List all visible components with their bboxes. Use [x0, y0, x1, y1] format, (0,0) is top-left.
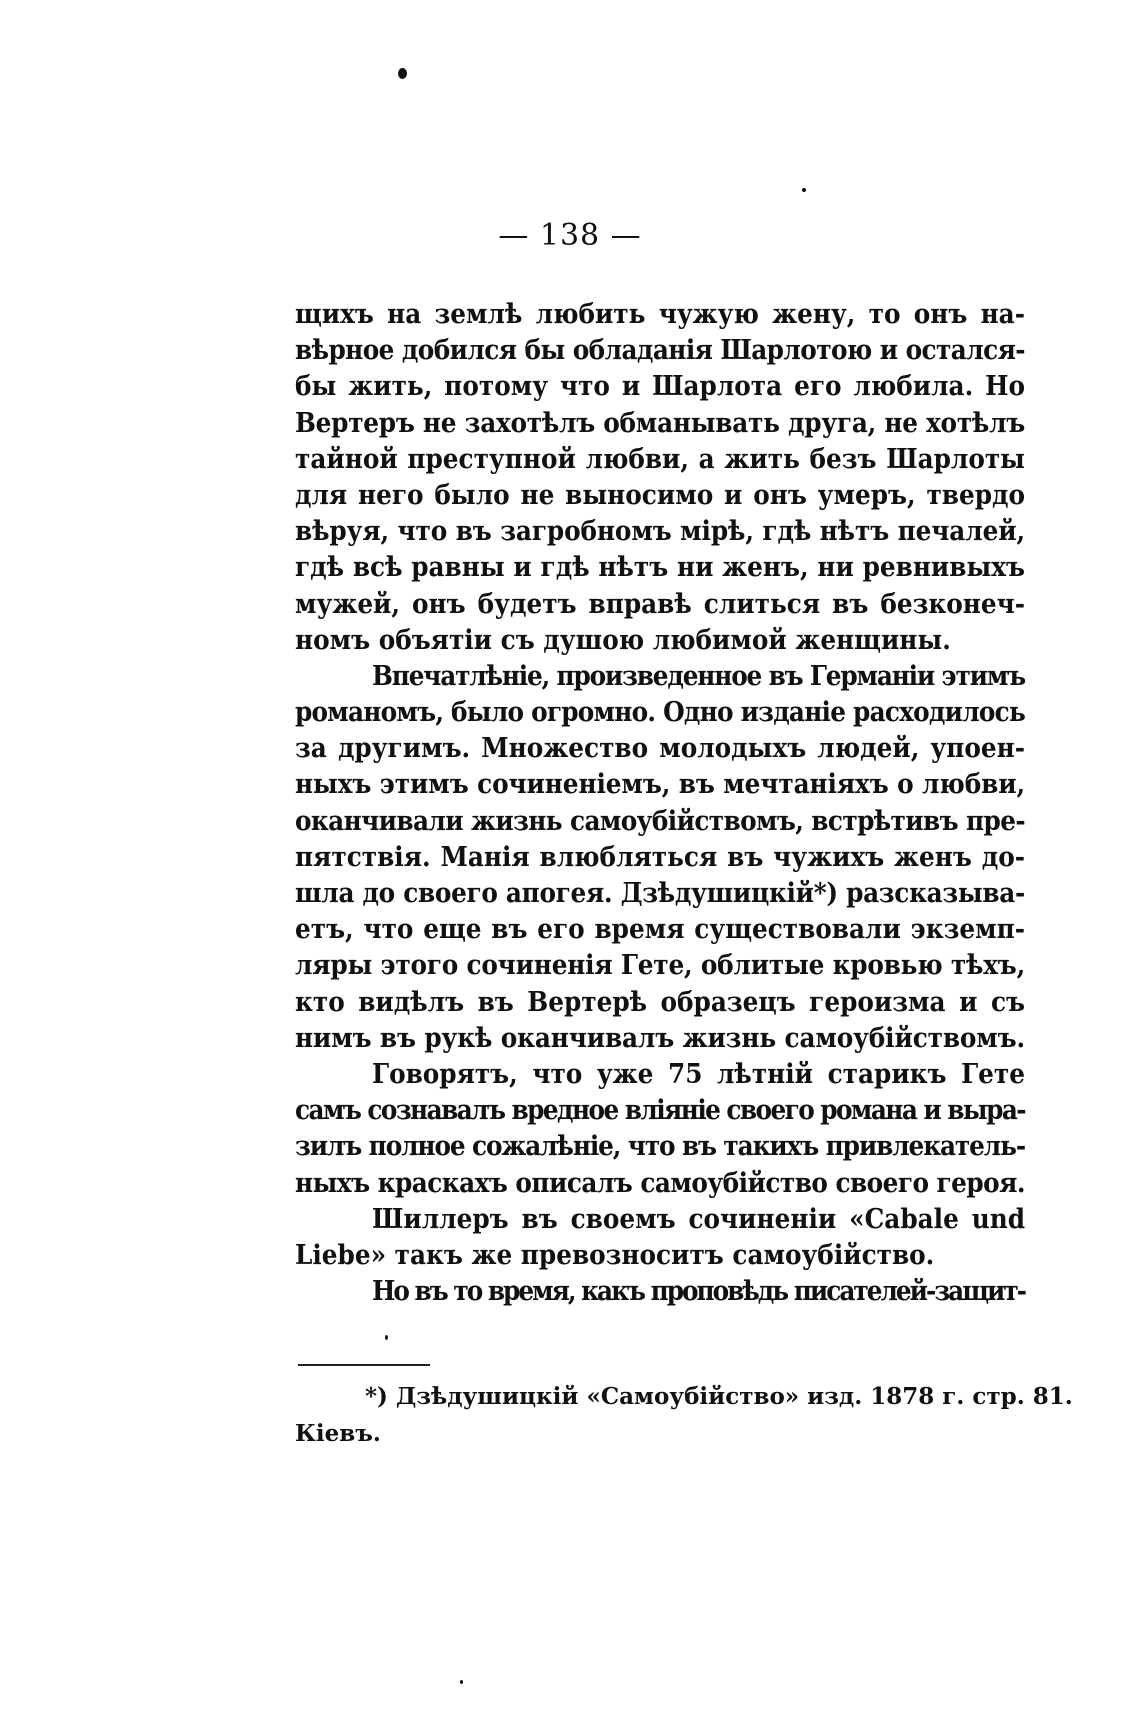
text-line: Говорятъ, что уже 75 лѣтній старикъ Гете	[372, 1057, 1025, 1090]
text-line: мужей, онъ будетъ вправѣ слиться въ безконеч-	[295, 587, 1025, 620]
text-line: ныхъ этимъ сочиненіемъ, въ мечтаніяхъ о любви,	[295, 768, 1025, 801]
text-line: шла до своего апогея. Дзѣдушицкій*) разсказыва-	[295, 877, 1025, 909]
body-text	[295, 296, 1025, 1309]
text-line: нимъ въ рукѣ оканчивалъ жизнь самоубійствомъ.	[295, 1021, 1025, 1054]
text-line: Но въ то время, какъ проповѣдь писателей-защит-	[372, 1275, 1025, 1308]
text-line: Вертеръ не захотѣлъ обманывать друга, не хотѣлъ	[295, 406, 1025, 439]
text-line: тайной преступной любви, а жить безъ Шарлоты	[295, 442, 1025, 475]
footnote-line: Кіевъ.	[295, 1420, 381, 1447]
text-line: вѣрное добился бы обладанія Шарлотою и остался-	[295, 334, 1025, 367]
text-line: ляры этого сочиненія Гете, облитые кровью тѣхъ,	[295, 949, 1026, 982]
text-line: Шиллеръ въ своемъ сочиненіи «Cabale und	[372, 1202, 1025, 1235]
ink-speck	[385, 1335, 388, 1340]
text-line: для него было не выносимо и онъ умеръ, твердо	[295, 478, 1025, 511]
text-line: номъ объятіи съ душою любимой женщины.	[295, 623, 951, 656]
text-line: щихъ на землѣ любить чужую жену, то онъ на-	[295, 298, 1025, 330]
text-line: кто видѣлъ въ Вертерѣ образецъ героизма и съ	[295, 985, 1025, 1018]
footnote	[295, 1378, 1073, 1452]
page-number: — 138 —	[498, 218, 642, 253]
text-line: романомъ, было огромно. Одно изданіе расходилось	[295, 696, 1025, 729]
footnote-line: *) Дзѣдушицкій «Самоубійство» изд. 1878 г. стр. 81.	[365, 1383, 1073, 1410]
text-line: гдѣ всѣ равны и гдѣ нѣтъ ни женъ, ни ревнивыхъ	[295, 551, 1025, 584]
text-line: вѣруя, что въ загробномъ мірѣ, гдѣ нѣтъ печалей,	[295, 515, 1025, 548]
ink-speck	[802, 188, 806, 192]
text-line: пятствія. Манія влюбляться въ чужихъ женъ до-	[295, 840, 1025, 873]
text-line: самъ сознавалъ вредное вліяніе своего романа и выра-	[295, 1094, 1026, 1127]
text-line: етъ, что еще въ его время существовали экземп-	[295, 913, 1025, 946]
text-line: Liebe» такъ же превозноситъ самоубійство.	[295, 1238, 935, 1271]
text-line: зилъ полное сожалѣніе, что въ такихъ привлекатель-	[295, 1130, 1025, 1163]
text-line: оканчивали жизнь самоубійствомъ, встрѣтивъ пре-	[295, 804, 1025, 837]
ink-speck	[460, 1680, 463, 1684]
text-line: за другимъ. Множество молодыхъ людей, упоен-	[295, 732, 1025, 765]
ink-speck	[398, 68, 407, 79]
text-line: ныхъ краскахъ описалъ самоубійство своего героя.	[295, 1166, 1025, 1199]
text-line: Впечатлѣніе, произведенное въ Германіи этимъ	[372, 659, 1025, 692]
text-line: бы жить, потому что и Шарлота его любила. Но	[295, 370, 1025, 403]
footnote-rule	[298, 1364, 430, 1366]
